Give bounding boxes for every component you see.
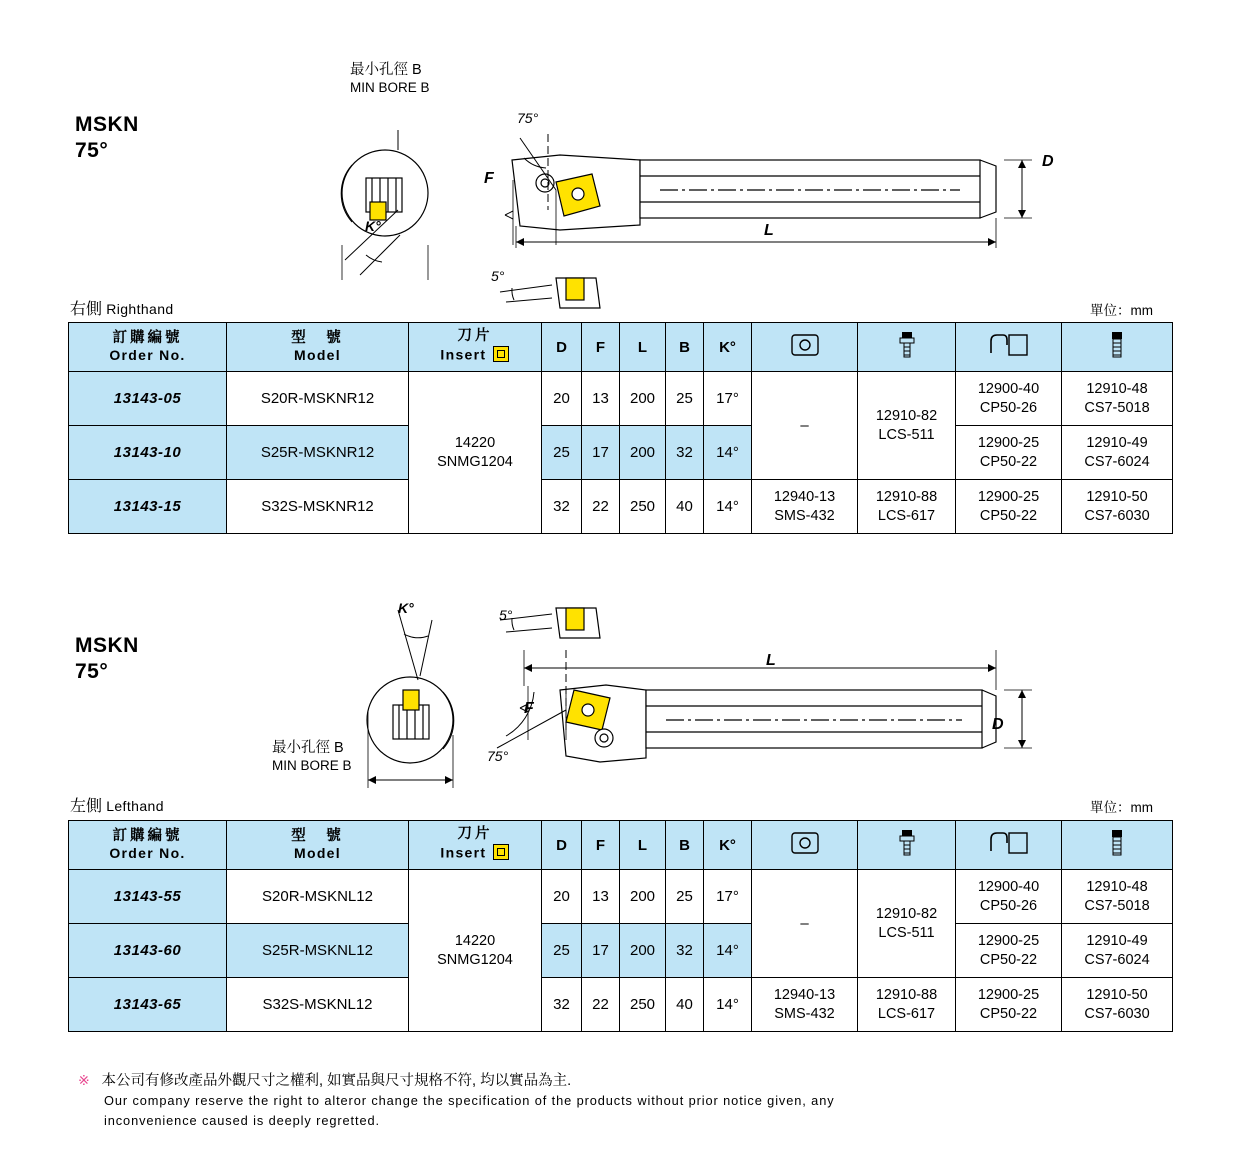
cell-f: 22 bbox=[582, 978, 620, 1032]
header-model-cn: 型 號 bbox=[291, 330, 344, 346]
cell-b: 40 bbox=[666, 978, 704, 1032]
clamp-screw-icon bbox=[896, 330, 918, 364]
cell-model: S20R-MSKNL12 bbox=[227, 870, 409, 924]
cell-k: 14° bbox=[704, 924, 752, 978]
lever-name: CP50-22 bbox=[979, 951, 1038, 968]
hand-cn: 右側 bbox=[70, 301, 103, 318]
cell-l: 200 bbox=[620, 870, 666, 924]
d-text: D bbox=[1042, 153, 1054, 170]
hand-en: Lefthand bbox=[106, 798, 164, 814]
f-text: F bbox=[524, 700, 534, 717]
screw-name: CS7-6024 bbox=[1084, 453, 1150, 470]
screw-name: CS7-6030 bbox=[1084, 1005, 1150, 1022]
screw-name: CS7-6024 bbox=[1084, 951, 1150, 968]
hand-label-lefthand bbox=[70, 793, 164, 816]
header-insert-en-wrap bbox=[409, 843, 541, 865]
header-l: L bbox=[620, 821, 666, 870]
table-row bbox=[69, 480, 1173, 534]
header-screw bbox=[1062, 821, 1173, 870]
lever-icon bbox=[987, 331, 1031, 363]
cell-clamp bbox=[858, 870, 956, 978]
l-label-bottom bbox=[766, 652, 776, 669]
insert-code: SNMG1204 bbox=[437, 453, 513, 470]
family-angle: 75° bbox=[75, 660, 109, 683]
cell-shim: – bbox=[752, 372, 858, 480]
screw-name: CS7-5018 bbox=[1084, 399, 1150, 416]
cell-d: 25 bbox=[542, 924, 582, 978]
family-angle: 75° bbox=[75, 139, 109, 162]
insert-grade: 14220 bbox=[454, 932, 496, 949]
header-k: K° bbox=[704, 821, 752, 870]
cell-lever bbox=[956, 480, 1062, 534]
screw-code: 12910-49 bbox=[1086, 434, 1148, 451]
cell-lever bbox=[956, 870, 1062, 924]
header-insert-en-wrap bbox=[409, 345, 541, 367]
header-f: F bbox=[582, 821, 620, 870]
shim-name: SMS-432 bbox=[774, 507, 835, 524]
clamp-name: LCS-617 bbox=[877, 507, 936, 524]
cell-l: 250 bbox=[620, 480, 666, 534]
header-shim bbox=[752, 323, 858, 372]
header-d: D bbox=[542, 323, 582, 372]
angle-75-text: 75° bbox=[517, 110, 539, 126]
cell-model: S32S-MSKNR12 bbox=[227, 480, 409, 534]
header-screw bbox=[1062, 323, 1173, 372]
header-model-en: Model bbox=[294, 347, 341, 363]
spec-table-righthand bbox=[68, 322, 1173, 534]
min-bore-en: MIN BORE B bbox=[272, 758, 352, 773]
cell-shim bbox=[752, 480, 858, 534]
insert-code: SNMG1204 bbox=[437, 951, 513, 968]
shim-icon bbox=[788, 332, 822, 362]
table-row bbox=[69, 870, 1173, 924]
lever-code: 12900-25 bbox=[977, 932, 1040, 949]
cell-k: 17° bbox=[704, 372, 752, 426]
angle-5-text: 5° bbox=[499, 607, 513, 623]
family-title-lefthand bbox=[75, 633, 139, 685]
shim-icon bbox=[788, 830, 822, 860]
cell-order-no: 13143-05 bbox=[69, 372, 227, 426]
screw-code: 12910-50 bbox=[1086, 488, 1148, 505]
cell-lever bbox=[956, 978, 1062, 1032]
f-label-top bbox=[484, 170, 494, 187]
family-name: MSKN bbox=[75, 113, 139, 136]
cell-lever bbox=[956, 372, 1062, 426]
cell-d: 32 bbox=[542, 978, 582, 1032]
screw-icon bbox=[1108, 330, 1126, 364]
family-name: MSKN bbox=[75, 634, 139, 657]
angle-75-label-top bbox=[517, 110, 538, 127]
l-text: L bbox=[766, 652, 776, 669]
k-angle-text: K° bbox=[365, 218, 381, 234]
cell-b: 25 bbox=[666, 372, 704, 426]
cell-model: S25R-MSKNR12 bbox=[227, 426, 409, 480]
shim-code: 12940-13 bbox=[773, 488, 836, 505]
cell-order-no: 13143-55 bbox=[69, 870, 227, 924]
clamp-code: 12910-82 bbox=[875, 407, 938, 424]
angle-75-label-bottom bbox=[487, 748, 508, 765]
note-line-en-2: inconvenience caused is deeply regretted. bbox=[104, 1113, 380, 1128]
header-clamp-screw bbox=[858, 323, 956, 372]
angle-5-label-bottom bbox=[499, 607, 512, 624]
shim-code: 12940-13 bbox=[773, 986, 836, 1003]
shim-name: SMS-432 bbox=[774, 1005, 835, 1022]
screw-code: 12910-49 bbox=[1086, 932, 1148, 949]
f-text: F bbox=[484, 170, 494, 187]
header-order-no bbox=[69, 821, 227, 870]
cell-clamp bbox=[858, 978, 956, 1032]
min-bore-cn: 最小孔徑 B bbox=[350, 62, 422, 78]
cell-screw bbox=[1062, 426, 1173, 480]
lever-code: 12900-25 bbox=[977, 434, 1040, 451]
screw-code: 12910-48 bbox=[1086, 878, 1148, 895]
cell-d: 25 bbox=[542, 426, 582, 480]
min-bore-cn: 最小孔徑 B bbox=[272, 740, 344, 756]
header-model-cn: 型 號 bbox=[291, 828, 344, 844]
clamp-name: LCS-511 bbox=[878, 426, 935, 443]
cell-screw bbox=[1062, 978, 1173, 1032]
unit-text: 單位：mm bbox=[1090, 303, 1153, 318]
cell-b: 32 bbox=[666, 426, 704, 480]
cell-f: 22 bbox=[582, 480, 620, 534]
header-order-cn: 訂購編號 bbox=[112, 330, 183, 346]
cell-order-no: 13143-65 bbox=[69, 978, 227, 1032]
cell-l: 200 bbox=[620, 372, 666, 426]
cell-clamp bbox=[858, 480, 956, 534]
clamp-name: LCS-511 bbox=[878, 924, 935, 941]
cell-screw bbox=[1062, 924, 1173, 978]
cell-l: 200 bbox=[620, 426, 666, 480]
cell-order-no: 13143-15 bbox=[69, 480, 227, 534]
header-b: B bbox=[666, 323, 704, 372]
cell-d: 20 bbox=[542, 372, 582, 426]
hand-label-righthand bbox=[70, 296, 174, 319]
header-lever bbox=[956, 821, 1062, 870]
cell-l: 200 bbox=[620, 924, 666, 978]
angle-5-label-top bbox=[491, 268, 504, 285]
screw-name: CS7-6030 bbox=[1084, 507, 1150, 524]
header-insert bbox=[409, 821, 542, 870]
insert-grade: 14220 bbox=[454, 434, 496, 451]
header-clamp-screw bbox=[858, 821, 956, 870]
cell-clamp bbox=[858, 372, 956, 480]
header-shim bbox=[752, 821, 858, 870]
l-text: L bbox=[764, 222, 774, 239]
screw-code: 12910-50 bbox=[1086, 986, 1148, 1003]
header-b: B bbox=[666, 821, 704, 870]
header-d: D bbox=[542, 821, 582, 870]
header-order-en: Order No. bbox=[109, 347, 186, 363]
header-model bbox=[227, 821, 409, 870]
table-header-row bbox=[69, 821, 1173, 870]
min-bore-label-top bbox=[350, 62, 430, 96]
lever-name: CP50-22 bbox=[979, 507, 1038, 524]
cell-screw bbox=[1062, 372, 1173, 426]
cell-k: 17° bbox=[704, 870, 752, 924]
footnote bbox=[78, 1070, 1198, 1131]
d-label-bottom bbox=[992, 716, 1004, 733]
lever-icon bbox=[987, 829, 1031, 861]
cell-lever bbox=[956, 924, 1062, 978]
lever-code: 12900-40 bbox=[977, 380, 1040, 397]
hand-en: Righthand bbox=[106, 301, 174, 317]
lever-code: 12900-25 bbox=[977, 488, 1040, 505]
clamp-code: 12910-88 bbox=[875, 986, 938, 1003]
cell-k: 14° bbox=[704, 978, 752, 1032]
cell-d: 20 bbox=[542, 870, 582, 924]
cell-model: S20R-MSKNR12 bbox=[227, 372, 409, 426]
cell-f: 13 bbox=[582, 372, 620, 426]
header-insert-cn: 刀片 bbox=[457, 825, 493, 842]
min-bore-en: MIN BORE B bbox=[350, 80, 430, 95]
header-insert bbox=[409, 323, 542, 372]
table-row bbox=[69, 978, 1173, 1032]
header-l: L bbox=[620, 323, 666, 372]
cell-b: 32 bbox=[666, 924, 704, 978]
k-angle-text: K° bbox=[398, 600, 414, 616]
cell-insert bbox=[409, 870, 542, 1032]
lever-name: CP50-22 bbox=[979, 453, 1038, 470]
hand-cn: 左側 bbox=[70, 798, 103, 815]
angle-5-text: 5° bbox=[491, 268, 505, 284]
header-insert-en: Insert bbox=[440, 346, 487, 363]
cell-d: 32 bbox=[542, 480, 582, 534]
cell-k: 14° bbox=[704, 426, 752, 480]
cell-insert bbox=[409, 372, 542, 534]
table-row bbox=[69, 924, 1173, 978]
cell-model: S32S-MSKNL12 bbox=[227, 978, 409, 1032]
table-header-row bbox=[69, 323, 1173, 372]
table-row bbox=[69, 372, 1173, 426]
lever-name: CP50-22 bbox=[979, 1005, 1038, 1022]
note-line-cn: 本公司有修改產品外觀尺寸之權利, 如實品與尺寸規格不符, 均以實品為主. bbox=[101, 1073, 572, 1089]
header-order-no bbox=[69, 323, 227, 372]
screw-code: 12910-48 bbox=[1086, 380, 1148, 397]
header-insert-cn: 刀片 bbox=[457, 327, 493, 344]
unit-text: 單位：mm bbox=[1090, 800, 1153, 815]
unit-label-top bbox=[1090, 299, 1153, 319]
lever-name: CP50-26 bbox=[979, 399, 1038, 416]
header-order-cn: 訂購編號 bbox=[112, 828, 183, 844]
insert-shape-icon bbox=[492, 345, 510, 367]
min-bore-label-bottom bbox=[272, 740, 352, 774]
cell-shim: – bbox=[752, 870, 858, 978]
angle-75-text: 75° bbox=[487, 748, 509, 764]
clamp-screw-icon bbox=[896, 828, 918, 862]
cell-screw bbox=[1062, 870, 1173, 924]
clamp-code: 12910-82 bbox=[875, 905, 938, 922]
k-angle-label-bottom bbox=[398, 600, 414, 617]
header-f: F bbox=[582, 323, 620, 372]
l-label-top bbox=[764, 222, 774, 239]
note-line-en-1: Our company reserve the right to alteror change the specification of the products without prior notice given, any bbox=[104, 1093, 835, 1108]
cell-f: 13 bbox=[582, 870, 620, 924]
unit-label-bottom bbox=[1090, 796, 1153, 816]
clamp-name: LCS-617 bbox=[877, 1005, 936, 1022]
screw-icon bbox=[1108, 828, 1126, 862]
cell-screw bbox=[1062, 480, 1173, 534]
cell-order-no: 13143-10 bbox=[69, 426, 227, 480]
header-k: K° bbox=[704, 323, 752, 372]
header-model bbox=[227, 323, 409, 372]
family-title-righthand bbox=[75, 112, 139, 164]
cell-f: 17 bbox=[582, 426, 620, 480]
clamp-code: 12910-88 bbox=[875, 488, 938, 505]
lever-name: CP50-26 bbox=[979, 897, 1038, 914]
screw-name: CS7-5018 bbox=[1084, 897, 1150, 914]
cell-f: 17 bbox=[582, 924, 620, 978]
lever-code: 12900-40 bbox=[977, 878, 1040, 895]
cell-lever bbox=[956, 426, 1062, 480]
cell-shim bbox=[752, 978, 858, 1032]
header-model-en: Model bbox=[294, 845, 341, 861]
lever-code: 12900-25 bbox=[977, 986, 1040, 1003]
k-angle-label-top bbox=[365, 218, 381, 235]
cell-k: 14° bbox=[704, 480, 752, 534]
table-row bbox=[69, 426, 1173, 480]
d-label-top bbox=[1042, 153, 1054, 170]
cell-b: 25 bbox=[666, 870, 704, 924]
cell-order-no: 13143-60 bbox=[69, 924, 227, 978]
cell-l: 250 bbox=[620, 978, 666, 1032]
spec-table-lefthand bbox=[68, 820, 1173, 1032]
note-star-icon: ※ bbox=[78, 1072, 90, 1088]
header-order-en: Order No. bbox=[109, 845, 186, 861]
tool-drawing-righthand bbox=[0, 30, 1240, 330]
insert-shape-icon bbox=[492, 843, 510, 865]
cell-model: S25R-MSKNL12 bbox=[227, 924, 409, 978]
cell-b: 40 bbox=[666, 480, 704, 534]
f-label-bottom bbox=[524, 700, 534, 717]
d-text: D bbox=[992, 716, 1004, 733]
header-lever bbox=[956, 323, 1062, 372]
header-insert-en: Insert bbox=[440, 844, 487, 861]
